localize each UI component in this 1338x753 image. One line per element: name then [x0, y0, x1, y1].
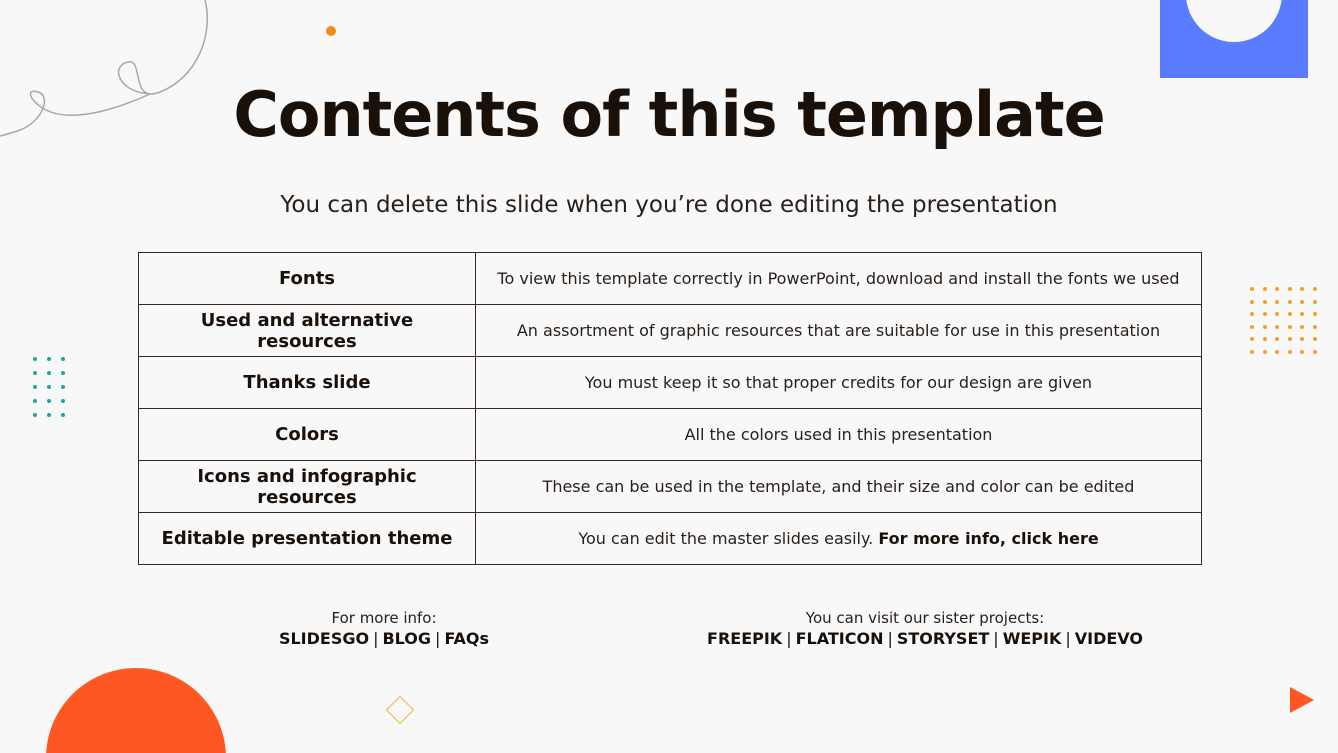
slide-subtitle: You can delete this slide when you’re done editing the presentation	[280, 192, 1058, 218]
grid-dot	[1263, 287, 1267, 291]
grid-dot	[1313, 312, 1317, 316]
footer-more-info	[234, 608, 534, 650]
row-label: Colors	[139, 409, 476, 461]
wepik-link[interactable]: WEPIK	[1002, 629, 1062, 648]
grid-dot	[1313, 350, 1317, 354]
grid-dot	[1288, 350, 1292, 354]
grid-dot	[1275, 300, 1279, 304]
grid-dot	[1250, 300, 1254, 304]
link-separator: |	[887, 629, 893, 648]
faqs-link[interactable]: FAQs	[444, 629, 490, 648]
grid-dot	[1300, 350, 1304, 354]
grid-dot	[61, 357, 65, 361]
table-row	[139, 253, 1202, 305]
grid-dot	[1288, 337, 1292, 341]
grid-dot	[1313, 325, 1317, 329]
grid-dot	[47, 385, 51, 389]
teal-dot-grid-decoration	[33, 357, 65, 417]
grid-dot	[61, 371, 65, 375]
grid-dot	[33, 413, 37, 417]
grid-dot	[47, 413, 51, 417]
grid-dot	[1288, 312, 1292, 316]
half-circle-cutout	[1186, 0, 1282, 42]
grid-dot	[1288, 300, 1292, 304]
row-description: You must keep it so that proper credits for our design are given	[476, 357, 1202, 409]
link-separator: |	[1065, 629, 1071, 648]
grid-dot	[33, 357, 37, 361]
blog-link[interactable]: BLOG	[382, 629, 432, 648]
footer-sister-projects	[670, 608, 1180, 650]
grid-dot	[1313, 337, 1317, 341]
grid-dot	[47, 371, 51, 375]
grid-dot	[1300, 337, 1304, 341]
row-description-text: You can edit the master slides easily.	[578, 529, 874, 548]
grid-dot	[1263, 350, 1267, 354]
videvo-link[interactable]: VIDEVO	[1074, 629, 1143, 648]
grid-dot	[1275, 350, 1279, 354]
orange-circle-decoration	[46, 668, 226, 753]
flaticon-link[interactable]: FLATICON	[795, 629, 884, 648]
link-separator: |	[993, 629, 999, 648]
row-description: These can be used in the template, and their size and color can be edited	[476, 461, 1202, 513]
grid-dot	[1275, 287, 1279, 291]
grid-dot	[1313, 300, 1317, 304]
table-row	[139, 357, 1202, 409]
link-separator: |	[786, 629, 792, 648]
row-description	[476, 513, 1202, 565]
grid-dot	[61, 399, 65, 403]
row-label: Fonts	[139, 253, 476, 305]
link-separator: |	[373, 629, 379, 648]
grid-dot	[1300, 312, 1304, 316]
grid-dot	[1263, 337, 1267, 341]
footer-left-links	[234, 628, 534, 650]
grid-dot	[61, 385, 65, 389]
grid-dot	[1275, 337, 1279, 341]
grid-dot	[1263, 312, 1267, 316]
row-label: Editable presentation theme	[139, 513, 476, 565]
grid-dot	[1250, 337, 1254, 341]
orange-dot-grid-decoration	[1250, 287, 1317, 354]
grid-dot	[47, 399, 51, 403]
row-label: Thanks slide	[139, 357, 476, 409]
footer-left-caption: For more info:	[331, 609, 437, 627]
orange-dot-decoration	[326, 26, 336, 36]
table-row	[139, 305, 1202, 357]
row-description: An assortment of graphic resources that are suitable for use in this presentation	[476, 305, 1202, 357]
more-info-link[interactable]: For more info, click here	[878, 529, 1099, 548]
grid-dot	[1263, 325, 1267, 329]
slidesgo-link[interactable]: SLIDESGO	[278, 629, 370, 648]
grid-dot	[61, 413, 65, 417]
footer-right-links	[670, 628, 1180, 650]
slide-title: Contents of this template	[233, 78, 1105, 151]
table-row	[139, 409, 1202, 461]
diamond-outline-decoration	[386, 696, 414, 724]
footer-right-caption: You can visit our sister projects:	[805, 609, 1045, 627]
storyset-link[interactable]: STORYSET	[896, 629, 990, 648]
grid-dot	[33, 399, 37, 403]
contents-table	[138, 252, 1202, 565]
table-row	[139, 461, 1202, 513]
link-separator: |	[435, 629, 441, 648]
grid-dot	[33, 371, 37, 375]
row-label: Icons and infographic resources	[139, 461, 476, 513]
row-description: To view this template correctly in PowerPoint, download and install the fonts we used	[476, 253, 1202, 305]
grid-dot	[1300, 325, 1304, 329]
grid-dot	[1288, 325, 1292, 329]
grid-dot	[1250, 350, 1254, 354]
grid-dot	[47, 357, 51, 361]
grid-dot	[1300, 287, 1304, 291]
grid-dot	[33, 385, 37, 389]
play-triangle-icon	[1290, 687, 1314, 713]
row-description: All the colors used in this presentation	[476, 409, 1202, 461]
grid-dot	[1313, 287, 1317, 291]
grid-dot	[1288, 287, 1292, 291]
table-row	[139, 513, 1202, 565]
grid-dot	[1263, 300, 1267, 304]
blue-square-decoration	[1160, 0, 1308, 78]
freepik-link[interactable]: FREEPIK	[707, 629, 783, 648]
grid-dot	[1300, 300, 1304, 304]
grid-dot	[1275, 325, 1279, 329]
grid-dot	[1250, 312, 1254, 316]
row-label: Used and alternative resources	[139, 305, 476, 357]
grid-dot	[1250, 287, 1254, 291]
grid-dot	[1250, 325, 1254, 329]
grid-dot	[1275, 312, 1279, 316]
